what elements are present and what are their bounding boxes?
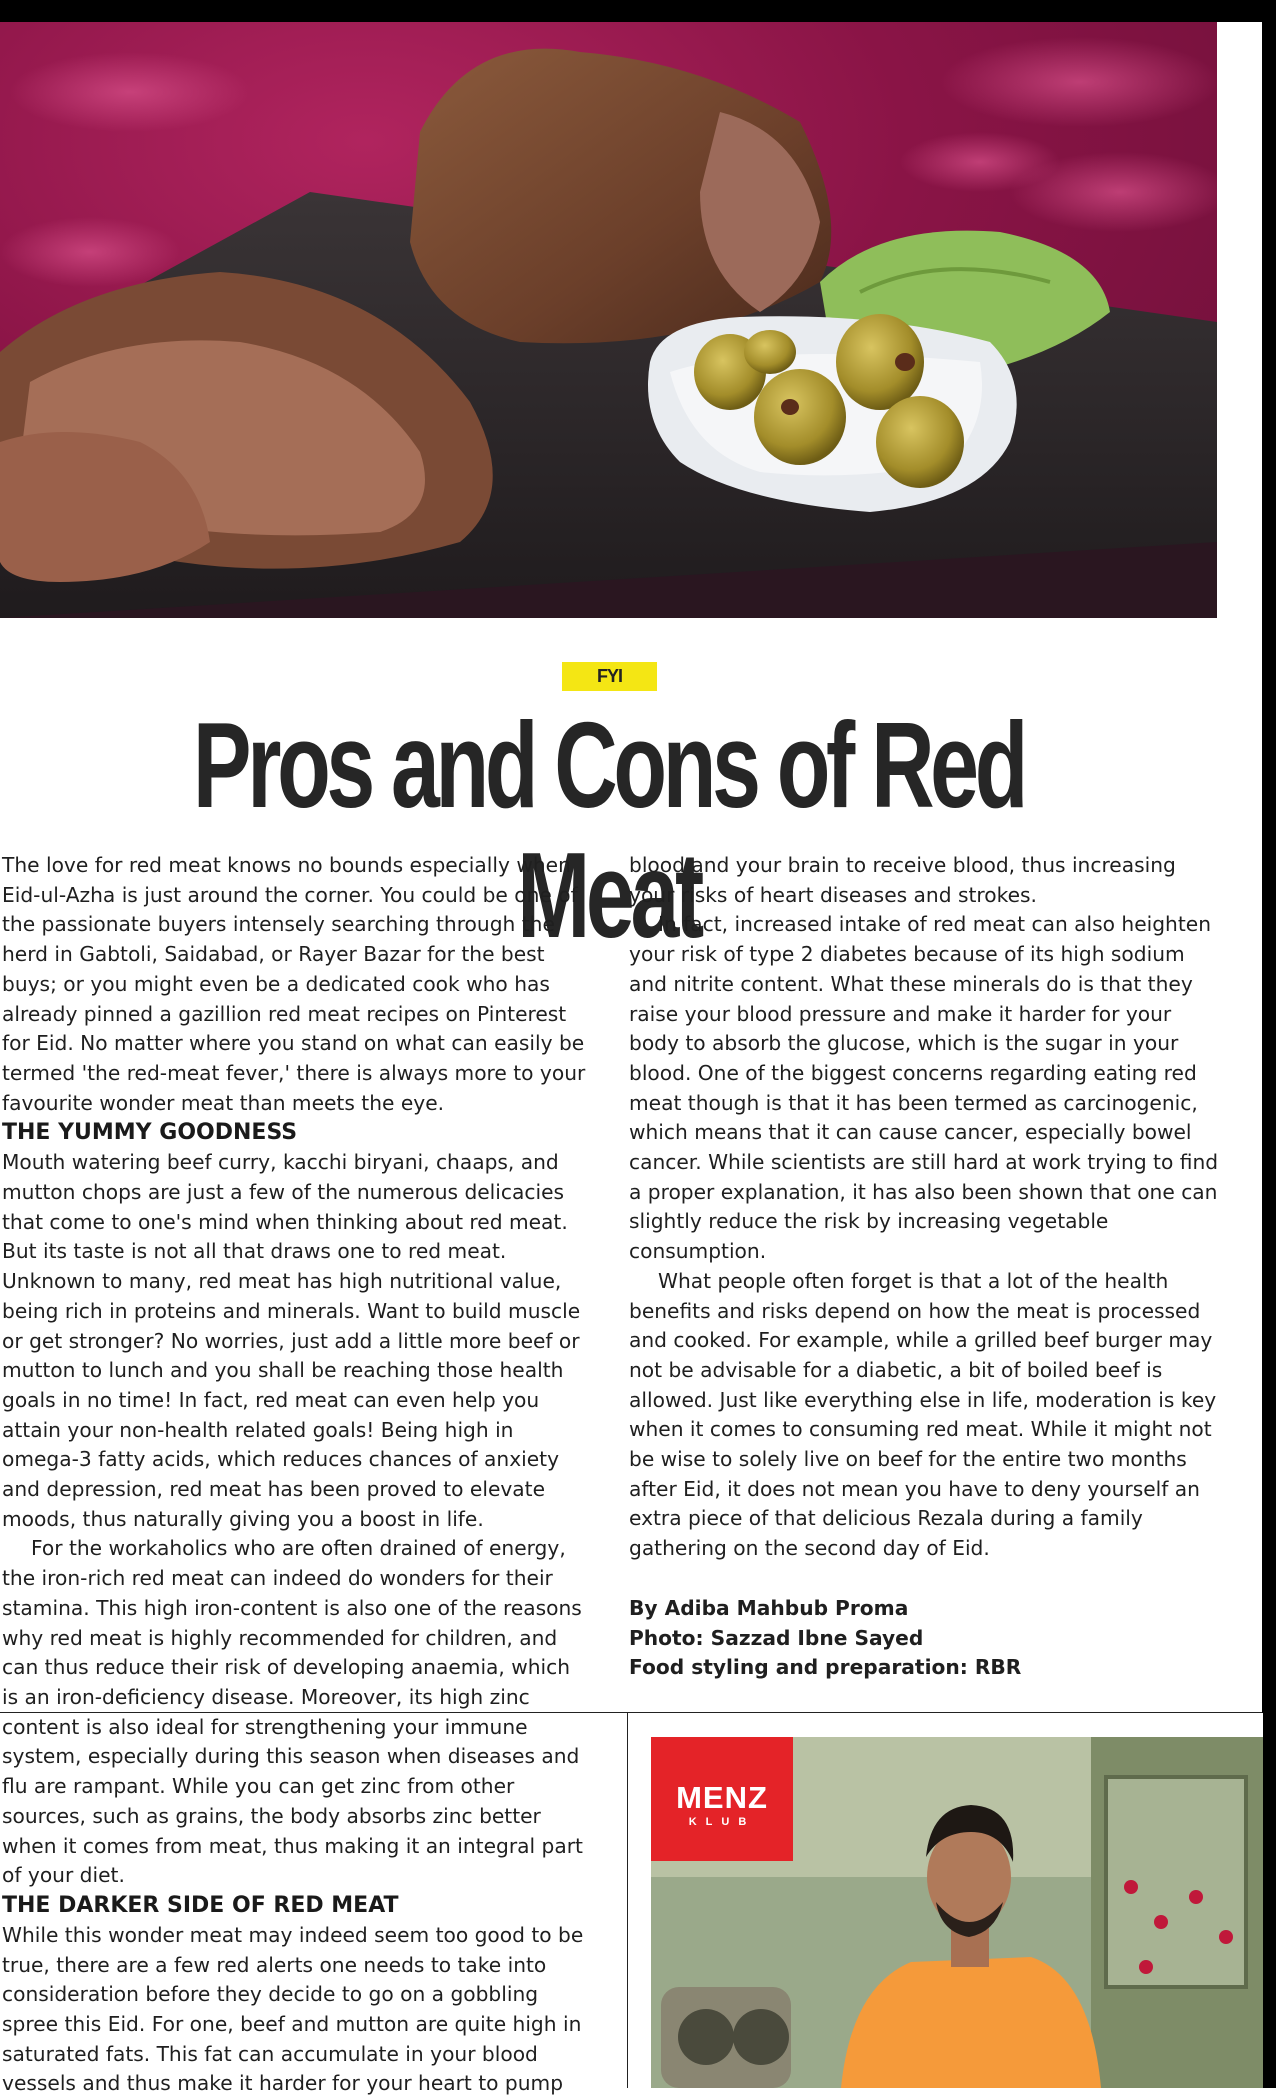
body-paragraph: What people often forget is that a lot of the health benefits and risks depend on how the meat is processed and cooked. For example, while a grilled beef burger may not be advisable for a diabetic, a bit of boiled beef is allowed. Just like everything else in life, moderation is key when it comes to consuming red meat. While it might not be wise to solely live on beef for the entire two months after Eid, it does not mean you have to deny yourself an extra piece of that delicious Rezala during a family gathering on the second day of Eid. [629,1268,1217,1561]
styling-credit: Food styling and preparation: RBR [629,1655,1022,1680]
author-credit: By Adiba Mahbub Proma [629,1595,909,1620]
advertisement [627,1713,1263,2088]
photo-credit: Photo: Sazzad Ibne Sayed [629,1625,924,1650]
section-heading-darker-side: THE DARKER SIDE OF RED MEAT [2,1892,399,1918]
section-heading-yummy-goodness: THE YUMMY GOODNESS [2,1120,298,1146]
logo-subtitle: KLUB [688,1816,756,1828]
hero-photo-red-meat-with-olives [0,22,1217,618]
article-column-right [629,851,1224,1683]
body-paragraph: While this wonder meat may indeed seem too good to be true, there are a few red alerts one needs to take into consideration before they decide to go on a gobbling spree this Eid. For one, beef and mutton are quite high in saturated fats. This fat can accumulate in your blood vessels and thus make it harder for your heart to pump [2,1922,584,2096]
body-paragraph: blood and your brain to receive blood, thus increasing your risks of heart diseases and strokes. [629,853,1176,907]
top-border [0,0,1276,22]
body-paragraph: Mouth watering beef curry, kacchi biryani, chaaps, and mutton chops are just a few of the numerous delicacies that come to one's mind when thinking about red meat. But its taste is not all that draws one to red meat. Unknown to many, red meat has high nutritional value, being rich in proteins and minerals. Want to build muscle or get stronger? No worries, just add a little more beef or mutton to lunch and you shall be reaching those health goals in no time! In fact, red meat can even help you attain your non-health related goals! Being high in omega-3 fatty acids, which reduces chances of anxiety and depression, red meat has been proved to elevate moods, thus naturally giving you a boost in life. [2,1150,581,1531]
intro-paragraph: The love for red meat knows no bounds especially when Eid-ul-Azha is just around the corner. You could be one of the passionate buyers intensely searching through the herd in Gabtoli, Saidabad, or Rayer Bazar for the best buys; or you might even be a dedicated cook who has already pinned a gazillion red meat recipes on Pinterest for Eid. No matter where you stand on what can easily be termed 'the red-meat fever,' there is always more to your favourite wonder meat than meets the eye. [2,853,586,1115]
logo-wordmark: MENZ [676,1780,768,1815]
page-edge [1262,22,1276,2088]
article-credits [629,1594,1224,1683]
article-column-left [2,851,592,2099]
menz-klub-logo [651,1737,793,1861]
category-badge: FYI [562,662,657,691]
body-paragraph: For the workaholics who are often drained of energy, the iron-rich red meat can indeed do wonders for their stamina. This high iron-content is also one of the reasons why red meat is highly recommended for children, and can thus reduce their risk of developing anaemia, which is an iron-deficiency disease. Moreover, its high zinc content is also ideal for strengthening your immune system, especially during this season when diseases and flu are rampant. While you can get zinc from other sources, such as grains, the body absorbs zinc better when it comes from meat, thus making it an integral part of your diet. [2,1536,583,1888]
body-paragraph: In fact, increased intake of red meat can also heighten your risk of type 2 diabetes because of its high sodium and nitrite content. What these minerals do is that they raise your blood pressure and make it harder for your body to absorb the glucose, which is the sugar in your blood. One of the biggest concerns regarding eating red meat though is that it has been termed as carcinogenic, which means that it can cause cancer, especially bowel cancer. While scientists are still hard at work trying to find a proper explanation, it has also been shown that one can slightly reduce the risk by increasing vegetable consumption. [629,912,1219,1264]
article-headline: Pros and Cons of Red Meat [192,697,1025,963]
